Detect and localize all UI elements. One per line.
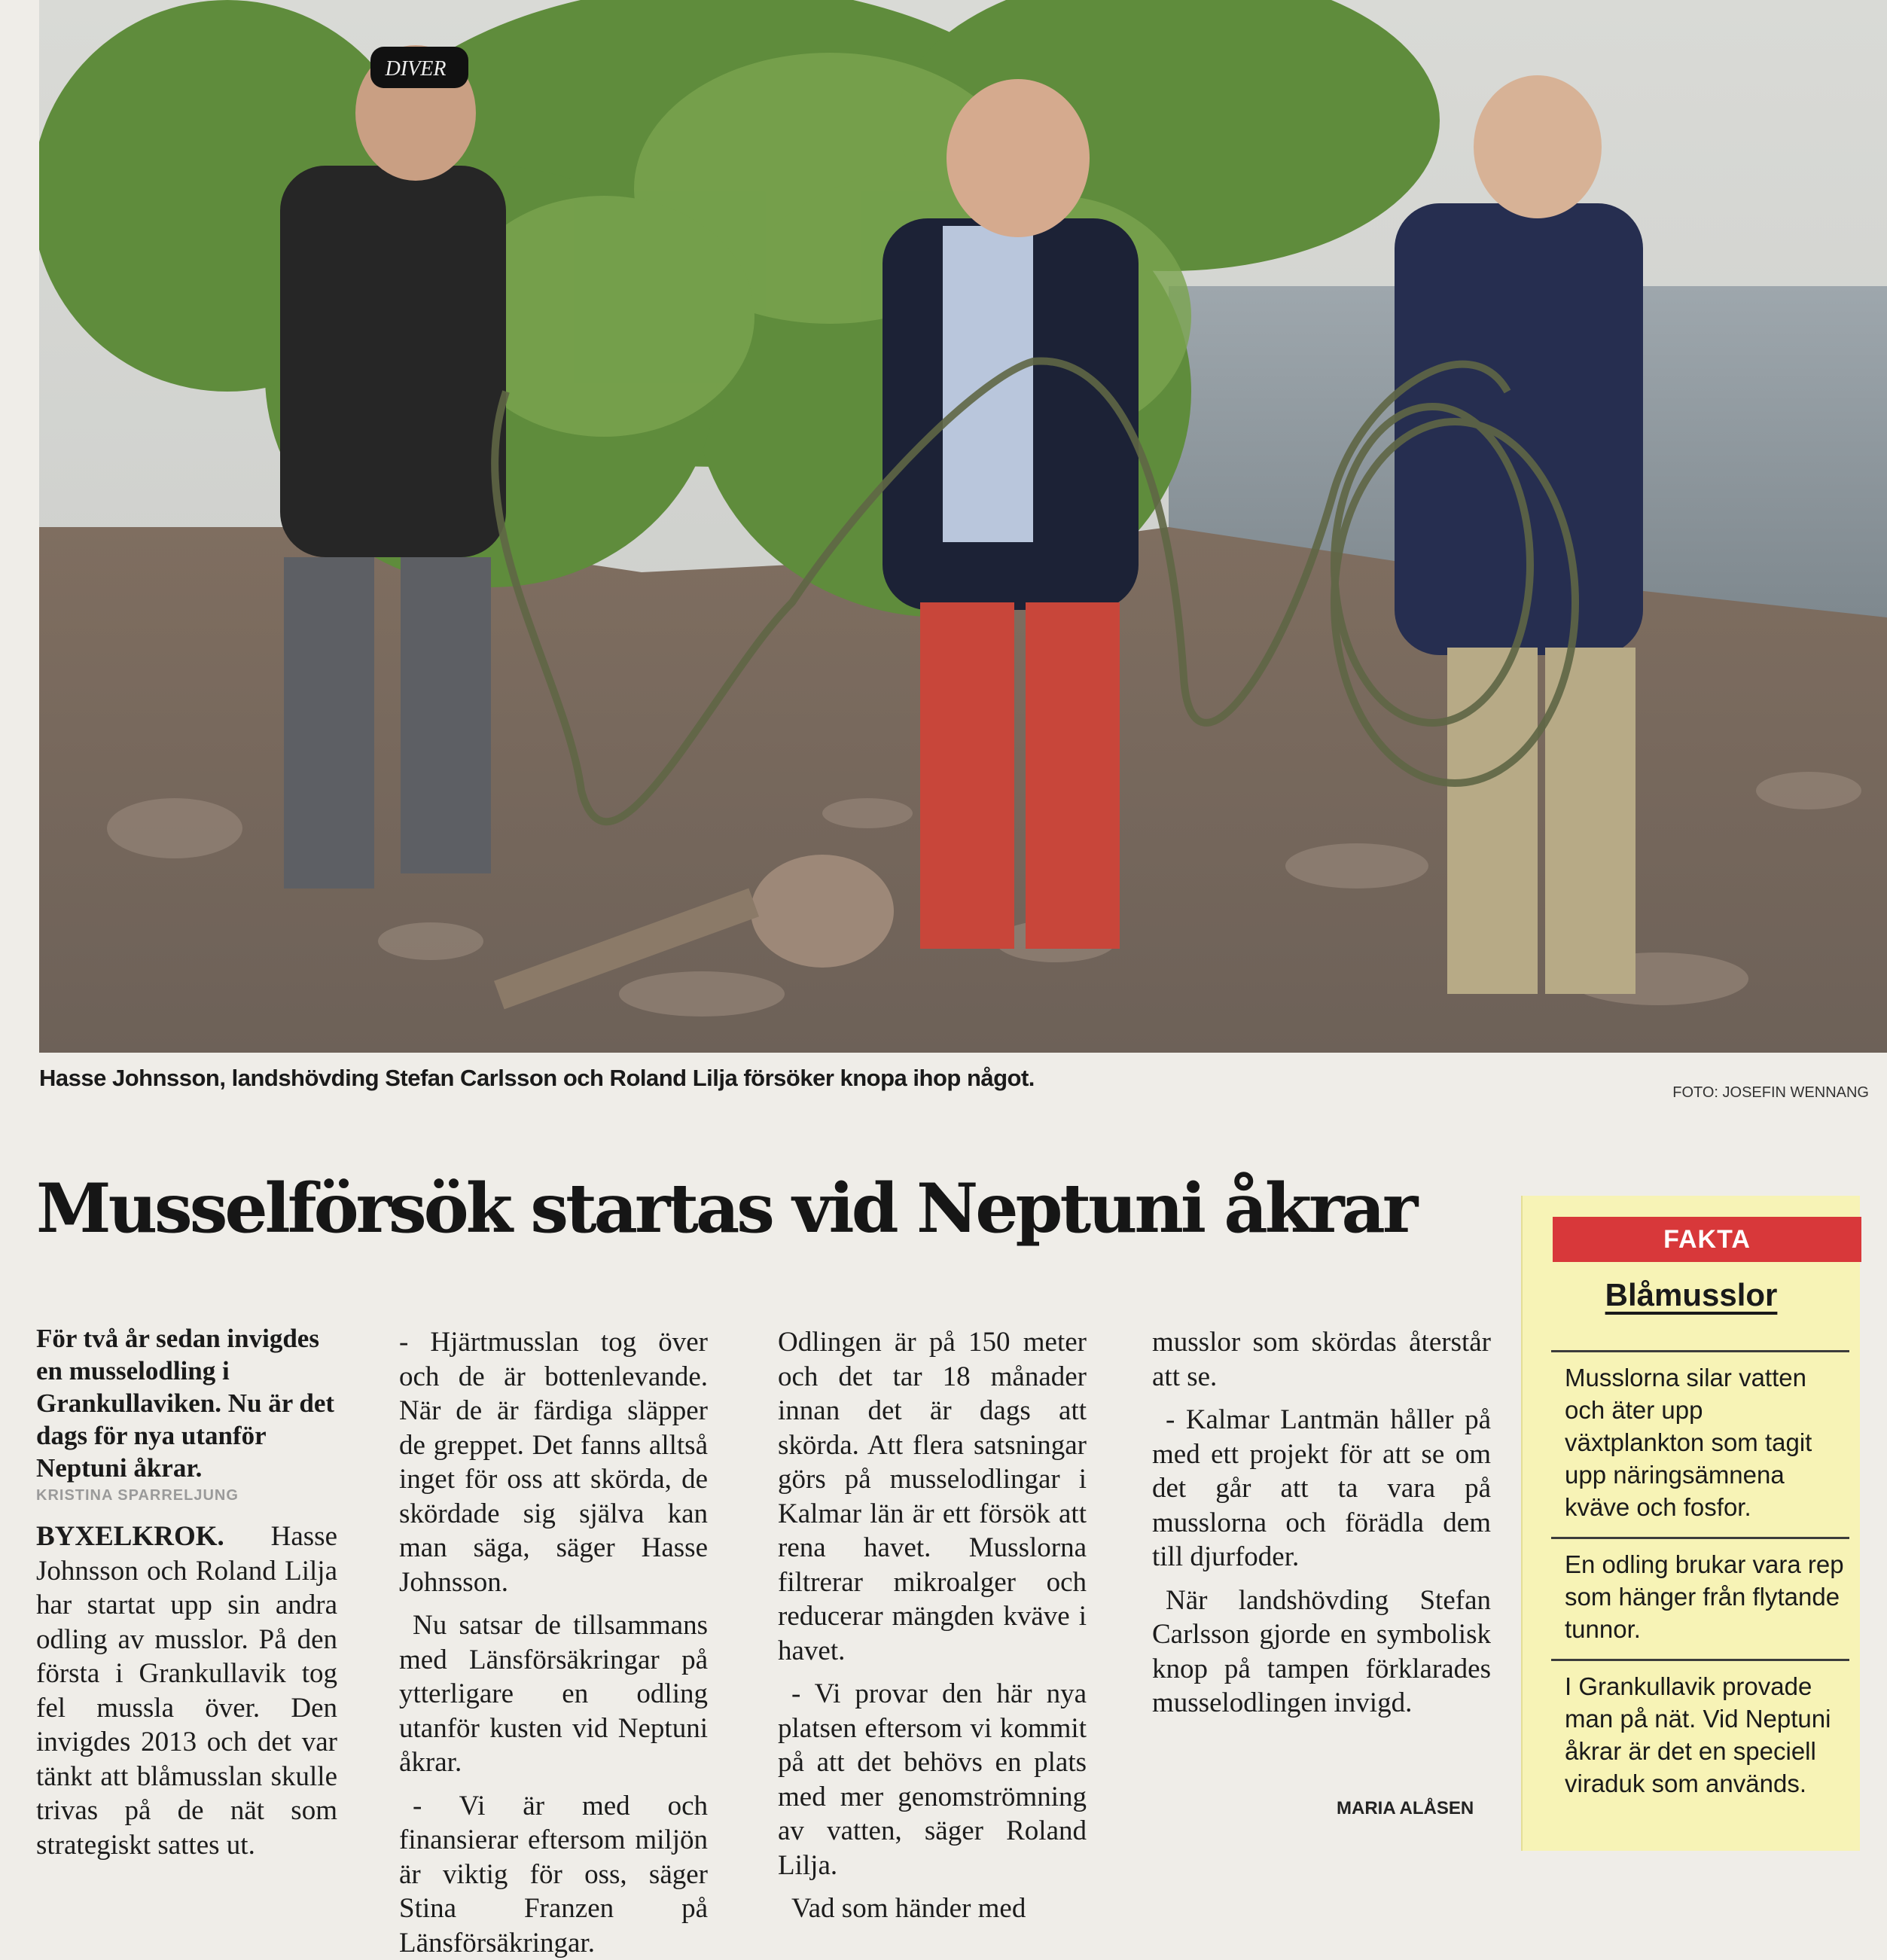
article-author: MARIA ALÅSEN [1337,1798,1474,1819]
column-2-paragraph: - Hjärtmusslan tog över och de är bottenlevande. När de är färdiga släpper de greppet. Det fanns alltså inget för oss att skörda, de skördade sig själva kan man säga, säger Hasse Johnsson. [399,1325,708,1599]
photo-caption: Hasse Johnsson, landshövding Stefan Carlsson och Roland Lilja försöker knopa ihop något. [39,1065,1035,1092]
photo-credit: FOTO: JOSEFIN WENNANG [1672,1084,1869,1102]
article-byline: KRISTINA SPARRELJUNG [36,1487,337,1504]
column-4-paragraph: musslor som skördas återstår att se. [1152,1325,1491,1394]
article-column-3 [778,1325,1087,1926]
column-1-paragraph: BYXELKROK. Hasse Johnsson och Roland Lilja har startat upp sin andra odling av musslor. På den första i Grankullavik tog fel mussla över. Den invigdes 2013 och det var tänkt att blåmusslan skulle trivas på de nät som strategiskt sattes ut. [36,1520,337,1862]
photo-illustration [39,0,1887,1053]
column-4-paragraph: - Kalmar Lantmän håller på med ett projekt för att se om det går att ta vara på musslorna och förädla dem till djurfoder. [1152,1403,1491,1574]
fakta-list [1551,1350,1849,1813]
fakta-item: I Grankullavik provade man på nät. Vid Neptuni åkrar är det en speciell viraduk som används. [1551,1659,1849,1813]
article-headline: Musselförsök startas vid Neptuni åkrar [36,1175,1452,1242]
fakta-item: Musslorna silar vatten och äter upp växtplankton som tagit upp näringsämnena kväve och fosfor. [1551,1350,1849,1537]
column-2-paragraph: - Vi är med och finansierar eftersom miljön är viktig för oss, säger Stina Franzen på Länsförsäkringar. [399,1789,708,1960]
column-4-paragraph: När landshövding Stefan Carlsson gjorde en symbolisk knop på tampen förklarades musselodlingen invigd. [1152,1584,1491,1721]
dateline: BYXELKROK. [36,1521,224,1552]
column-3-paragraph: - Vi provar den här nya platsen eftersom vi kommit på att det behövs en plats med mer genomströmning av vatten, säger Roland Lilja. [778,1677,1087,1882]
fakta-box [1521,1196,1860,1851]
fakta-label: FAKTA [1553,1217,1861,1262]
column-2-paragraph: Nu satsar de tillsammans med Länsförsäkringar på ytterligare en odling utanför kusten vid Neptuni åkrar. [399,1608,708,1780]
article-ingress: För två år sedan invigdes en musselodling i Grankullaviken. Nu är det dags för nya utanför Neptuni åkrar. [36,1322,337,1484]
column-3-paragraph: Odlingen är på 150 meter och det tar 18 månader innan det är dags att skörda. Att flera satsningar görs på musselodlingar i Kalmar län är ett försök att rena havet. Musslorna filtrerar mikroalger och reducerar mängden kväve i havet. [778,1325,1087,1668]
article-column-4 [1152,1325,1491,1721]
fakta-item: En odling brukar vara rep som hänger från flytande tunnor. [1551,1537,1849,1659]
fakta-title: Blåmusslor [1523,1277,1860,1313]
cap-text: DIVER [385,57,447,81]
article-photo [39,0,1887,1053]
article-column-2 [399,1325,708,1960]
article-column-1 [36,1520,337,1862]
column-3-paragraph: Vad som händer med [778,1891,1087,1926]
